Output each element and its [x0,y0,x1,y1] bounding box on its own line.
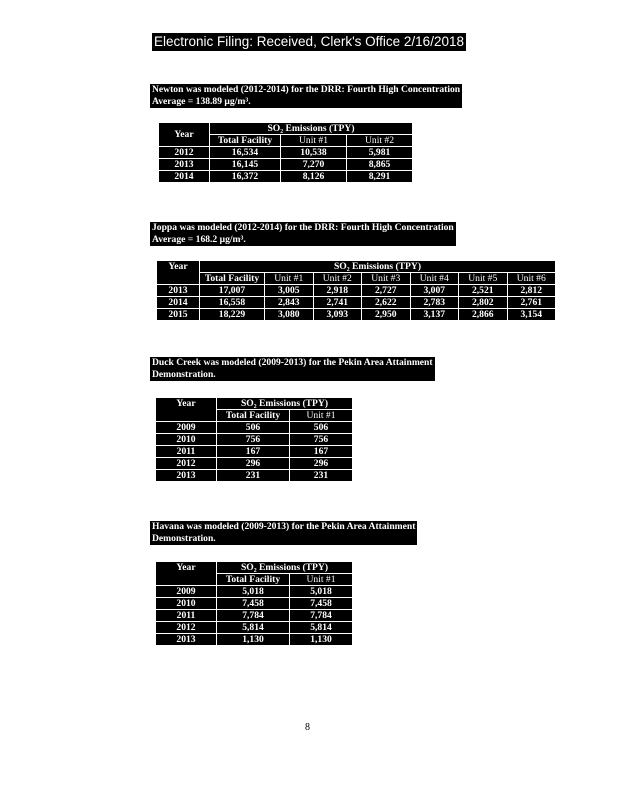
table-cell: 5,814 [217,622,290,634]
column-header: Unit #1 [281,135,347,147]
table-cell: 3,154 [507,309,556,321]
column-header: Total Facility [217,574,290,586]
table-row [156,470,353,482]
newton-paragraph-line1: Newton was modeled (2012-2014) for the DRR: Fourth High Concentration [152,84,461,95]
havana-paragraph-line1: Havana was modeled (2009-2013) for the Pekin Area Attainment [152,521,416,532]
filing-header: Electronic Filing: Received, Clerk's Office 2/16/2018 [154,34,464,49]
joppa-paragraph-line2: Average = 168.2 μg/m³. [152,234,246,245]
table-row [159,159,413,171]
table-cell: 2009 [156,586,217,598]
newton-paragraph [150,84,462,108]
table-cell: 16,145 [210,159,281,171]
joppa-emissions-table [156,260,556,321]
table-cell: 3,137 [410,309,459,321]
column-header: Unit #3 [362,273,411,285]
table-cell: 2,866 [459,309,508,321]
table-cell: 2012 [159,147,210,159]
table-cell: 2,812 [507,285,556,297]
duck-creek-paragraph [150,357,435,381]
column-header: Unit #1 [290,410,353,422]
column-header: Total Facility [210,135,281,147]
table-cell: 2,622 [362,297,411,309]
table-cell: 7,784 [217,610,290,622]
table-cell: 5,018 [217,586,290,598]
table-row [157,309,556,321]
table-cell: 2011 [156,446,217,458]
table-cell: 5,981 [347,147,413,159]
table-cell: 3,093 [313,309,362,321]
table-cell: 2010 [156,434,217,446]
table-cell: 167 [217,446,290,458]
table-cell: 2012 [156,622,217,634]
table-cell: 5,814 [290,622,353,634]
table-row [157,285,556,297]
table-cell: 2013 [157,285,200,297]
table-cell: 7,270 [281,159,347,171]
so2-emissions-header: SO₂ Emissions (TPY) [217,562,353,574]
table-cell: 756 [217,434,290,446]
table-row [157,297,556,309]
table-cell: 296 [217,458,290,470]
table-cell: 16,534 [210,147,281,159]
newton-paragraph-line2: Average = 138.89 μg/m³. [152,96,251,107]
table-cell: 1,130 [290,634,353,646]
table-cell: 506 [217,422,290,434]
table-row [156,610,353,622]
table-cell: 231 [290,470,353,482]
table-cell: 8,126 [281,171,347,183]
table-row [156,446,353,458]
table-row [156,634,353,646]
year-header: Year [157,261,200,285]
table-cell: 8,865 [347,159,413,171]
duck-creek-paragraph-line1: Duck Creek was modeled (2009-2013) for the Pekin Area Attainment [152,357,433,368]
so2-emissions-header: SO₂ Emissions (TPY) [217,398,353,410]
table-cell: 2009 [156,422,217,434]
table-row [156,458,353,470]
table-row [159,147,413,159]
table-cell: 756 [290,434,353,446]
table-row [156,434,353,446]
table-cell: 2014 [157,297,200,309]
table-cell: 1,130 [217,634,290,646]
table-cell: 17,007 [200,285,265,297]
table-cell: 7,458 [290,598,353,610]
table-cell: 16,372 [210,171,281,183]
table-cell: 2,761 [507,297,556,309]
table-cell: 2013 [156,470,217,482]
table-cell: 2,741 [313,297,362,309]
table-cell: 8,291 [347,171,413,183]
column-header: Total Facility [200,273,265,285]
duck-creek-emissions-table [155,397,353,482]
table-row [156,622,353,634]
newton-emissions-table [158,122,413,183]
table-cell: 2,950 [362,309,411,321]
table-row [156,422,353,434]
table-cell: 2,802 [459,297,508,309]
so2-emissions-header: SO₂ Emissions (TPY) [210,123,413,135]
table-cell: 506 [290,422,353,434]
table-cell: 7,784 [290,610,353,622]
table-cell: 2013 [156,634,217,646]
table-cell: 2011 [156,610,217,622]
page-number: 8 [305,722,310,733]
table-cell: 167 [290,446,353,458]
table-cell: 231 [217,470,290,482]
column-header: Unit #6 [507,273,556,285]
year-header: Year [159,123,210,147]
column-header: Unit #4 [410,273,459,285]
table-cell: 2010 [156,598,217,610]
table-cell: 2,843 [265,297,314,309]
column-header: Unit #5 [459,273,508,285]
column-header: Unit #2 [313,273,362,285]
column-header: Unit #2 [347,135,413,147]
column-header: Unit #1 [265,273,314,285]
so2-emissions-header: SO₂ Emissions (TPY) [200,261,556,273]
table-cell: 296 [290,458,353,470]
duck-creek-paragraph-line2: Demonstration. [152,369,216,380]
column-header: Total Facility [217,410,290,422]
table-cell: 5,018 [290,586,353,598]
table-cell: 2,521 [459,285,508,297]
joppa-paragraph-line1: Joppa was modeled (2012-2014) for the DRR: Fourth High Concentration [152,222,454,233]
year-header: Year [156,398,217,422]
table-cell: 16,558 [200,297,265,309]
year-header: Year [156,562,217,586]
table-cell: 3,080 [265,309,314,321]
table-cell: 7,458 [217,598,290,610]
table-row [159,171,413,183]
havana-paragraph-line2: Demonstration. [152,533,216,544]
table-cell: 2012 [156,458,217,470]
table-cell: 3,007 [410,285,459,297]
joppa-paragraph [150,222,456,246]
table-cell: 18,229 [200,309,265,321]
table-cell: 2015 [157,309,200,321]
table-cell: 3,005 [265,285,314,297]
table-row [156,586,353,598]
table-cell: 2,783 [410,297,459,309]
havana-emissions-table [155,561,353,646]
table-row [156,598,353,610]
table-cell: 2013 [159,159,210,171]
table-cell: 10,538 [281,147,347,159]
table-cell: 2014 [159,171,210,183]
table-cell: 2,918 [313,285,362,297]
column-header: Unit #1 [290,574,353,586]
table-cell: 2,727 [362,285,411,297]
havana-paragraph [150,521,417,545]
